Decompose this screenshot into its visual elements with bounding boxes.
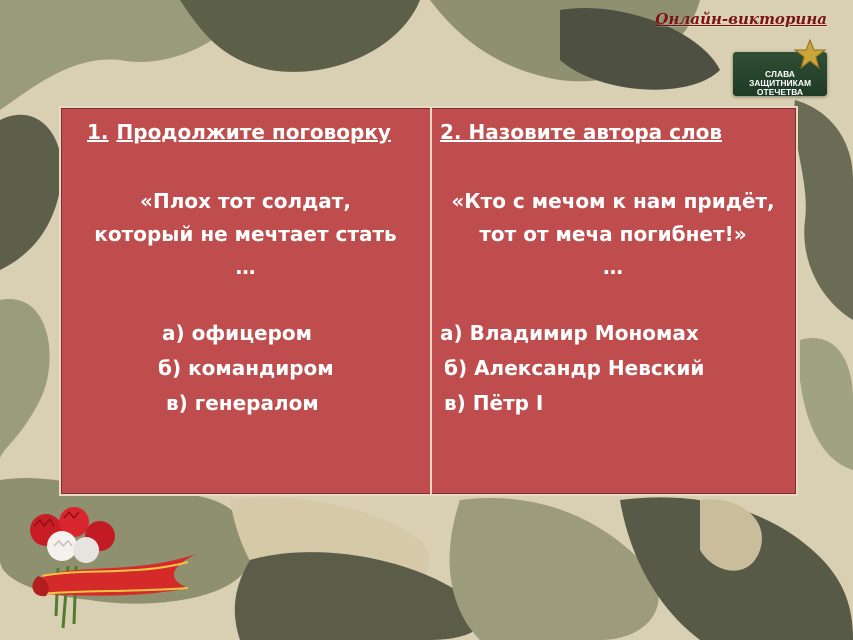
question-2-option-a[interactable]: а) Владимир Мономах bbox=[440, 321, 699, 345]
question-1-title-text: Продолжите поговорку bbox=[116, 120, 391, 144]
question-1-quote: «Плох тот солдат, который не мечтает стать … bbox=[94, 189, 397, 279]
defenders-badge bbox=[733, 38, 827, 96]
question-2-title bbox=[440, 120, 722, 144]
question-1-option-c[interactable]: в) генералом bbox=[166, 391, 319, 415]
star-icon bbox=[793, 38, 827, 72]
question-1-panel bbox=[61, 108, 432, 494]
quiz-header-title: Онлайн-викторина bbox=[655, 10, 827, 28]
question-1-number: 1. bbox=[87, 120, 109, 144]
question-2-quote: «Кто с мечом к нам придёт, тот от меча погибнет!» … bbox=[451, 189, 775, 279]
question-2-option-b[interactable]: б) Александр Невский bbox=[444, 356, 705, 380]
badge-text: СЛАВА ЗАЩИТНИКАМ ОТЕЧЕТВА bbox=[748, 69, 812, 97]
question-2-option-c[interactable]: в) Пётр I bbox=[444, 391, 544, 415]
question-1-option-a[interactable]: а) офицером bbox=[162, 321, 312, 345]
quiz-table bbox=[59, 106, 798, 496]
question-2-panel bbox=[432, 108, 794, 494]
question-2-title-text: Назовите автора слов bbox=[468, 120, 723, 144]
question-1-title bbox=[87, 120, 391, 144]
carnations-ribbon-icon bbox=[18, 506, 200, 630]
question-1-option-b[interactable]: б) командиром bbox=[158, 356, 334, 380]
question-2-number: 2. bbox=[440, 120, 462, 144]
